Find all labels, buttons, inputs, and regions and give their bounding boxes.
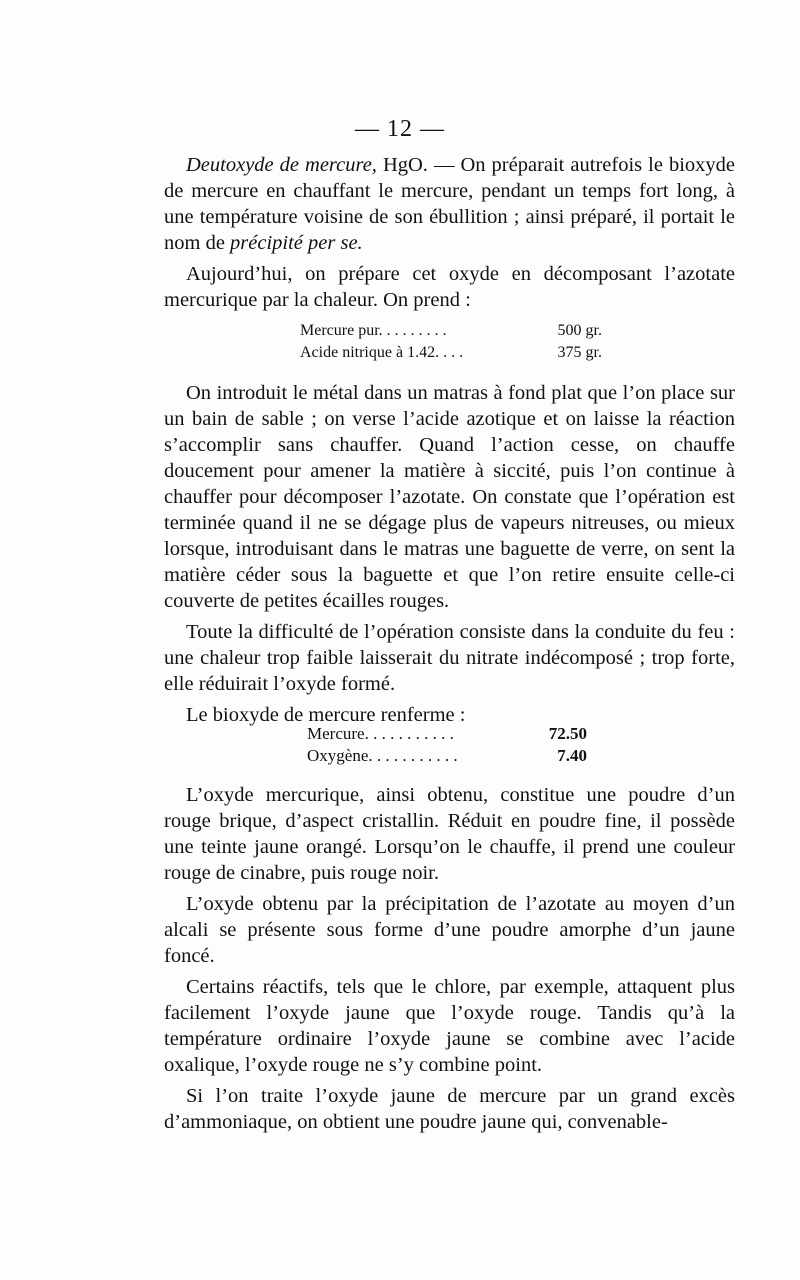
- composition-table: [307, 723, 587, 767]
- composition-row: [307, 723, 587, 745]
- composition-label: Oxygène. . . . . . . . . . .: [307, 746, 458, 765]
- text-block-properties: [164, 782, 735, 1140]
- recipe-table: [300, 320, 602, 364]
- recipe-value: 375 gr.: [557, 344, 602, 361]
- page-number: — 12 —: [355, 116, 445, 142]
- paragraph-composition-intro: Le bioxyde de mercure renferme :: [186, 704, 466, 726]
- paragraph-oxyde-mercurique: L’oxyde mercurique, ainsi obtenu, constitue une poudre d’un rouge brique, d’aspect cristallin. Réduit en poudre fine, il possède une teinte jaune orangé. Lorsqu’on le chauffe, il prend une couleur rouge de cinabre, puis rouge noir.: [164, 784, 735, 884]
- section-heading-deutoxyde: Deutoxyde de mercure,: [186, 154, 377, 176]
- recipe-value: 500 gr.: [557, 322, 602, 339]
- paragraph-deutoxyde: [164, 152, 735, 256]
- paragraph-ammoniaque: Si l’on traite l’oxyde jaune de mercure par un grand excès d’ammoniaque, on obtient une poudre jaune qui, convenable-: [164, 1085, 735, 1133]
- paragraph-reactifs: Certains réactifs, tels que le chlore, par exemple, attaquent plus facilement l’oxyde jaune que l’oxyde rouge. Tandis qu’à la température ordinaire l’oxyde jaune se combine avec l’acide oxalique, l’oxyde rouge ne s’y combine point.: [164, 976, 735, 1076]
- recipe-label: Acide nitrique à 1.42. . . .: [300, 344, 464, 361]
- composition-value: 72.50: [548, 724, 587, 743]
- text-block-procedure: [164, 380, 735, 733]
- composition-label: Mercure. . . . . . . . . . .: [307, 724, 454, 743]
- paragraph-procedure: On introduit le métal dans un matras à fond plat que l’on place sur un bain de sable ; on verse l’acide azotique et on laisse la réaction s’accomplir sans chauffer. Quand l’action cesse, on chauffe doucement pour amener la matière à siccité, puis l’on continue à chauffer pour décomposer l’azotate. On constate que l’opération est terminée quand il ne se dégage plus de vapeurs nitreuses, ou mieux lorsque, introduisant dans le matras une baguette de verre, on sent la matière céder sous la baguette et que l’on retire ensuite celle-ci couverte de petites écailles rouges.: [164, 382, 735, 612]
- paragraph-deutoxyde-text: HgO. — On préparait autrefois le bioxyde de mercure en chauffant le mercure, pendant un temps fort long, à une température voisine de son ébullition ; ainsi préparé, il portait le nom de: [164, 154, 735, 254]
- text-block-intro: [164, 152, 735, 318]
- recipe-row: [300, 342, 602, 364]
- term-precipite-per-se: précipité per se.: [230, 232, 363, 254]
- paragraph-aujourdhui: Aujourd’hui, on prépare cet oxyde en décomposant l’azotate mercurique par la chaleur. On prend :: [164, 263, 735, 311]
- paragraph-difficulte: Toute la difficulté de l’opération consiste dans la conduite du feu : une chaleur trop faible laisserait du nitrate indécomposé ; trop forte, elle réduirait l’oxyde formé.: [164, 621, 735, 695]
- composition-row: [307, 745, 587, 767]
- recipe-label: Mercure pur. . . . . . . . .: [300, 322, 447, 339]
- composition-value: 7.40: [557, 746, 587, 765]
- recipe-row: [300, 320, 602, 342]
- paragraph-oxyde-precipitation: L’oxyde obtenu par la précipitation de l’azotate au moyen d’un alcali se présente sous forme d’une poudre amorphe d’un jaune foncé.: [164, 893, 735, 967]
